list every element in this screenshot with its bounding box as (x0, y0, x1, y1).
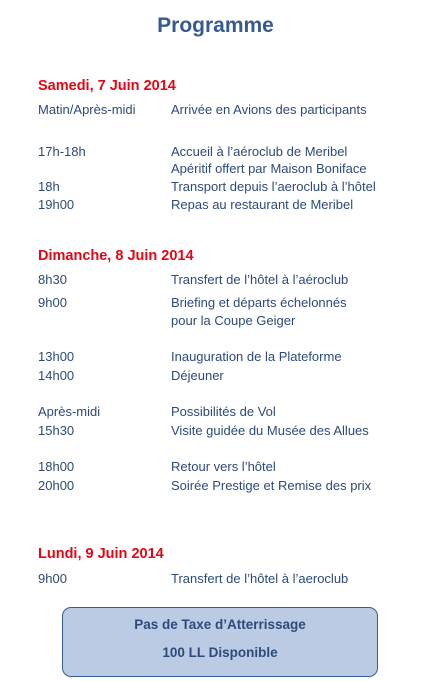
event-description: Accueil à l’aéroclub de Meribel (171, 144, 348, 159)
event-time: 9h00 (38, 295, 67, 310)
event-time: Matin/Après-midi (38, 102, 136, 117)
event-time: 19h00 (38, 197, 75, 212)
event-time: 20h00 (38, 478, 75, 493)
event-description: Transfert de l’hôtel à l’aeroclub (171, 571, 349, 586)
event-time: 17h-18h (38, 144, 86, 159)
event-time: 14h00 (38, 368, 75, 383)
event-description: Retour vers l’hôtel (171, 459, 276, 474)
notice-fuel-available: 100 LL Disponible (162, 645, 278, 660)
event-description: Briefing et départs échelonnés (171, 295, 347, 310)
event-time: 18h00 (38, 459, 75, 474)
event-time: 15h30 (38, 423, 75, 438)
notice-box (62, 607, 378, 677)
event-description: Transport depuis l’aeroclub à l’hôtel (171, 179, 376, 194)
event-description: Possibilités de Vol (171, 404, 276, 419)
day-heading-saturday: Samedi, 7 Juin 2014 (38, 78, 176, 94)
event-description: Apéritif offert par Maison Boniface (171, 161, 367, 176)
event-time: 13h00 (38, 349, 75, 364)
event-description: Arrivée en Avions des participants (171, 102, 367, 117)
event-description: Visite guidée du Musée des Allues (171, 423, 369, 438)
event-time: Après-midi (38, 404, 101, 419)
event-description: Repas au restaurant de Meribel (171, 197, 354, 212)
day-heading-sunday: Dimanche, 8 Juin 2014 (38, 248, 194, 264)
event-time: 9h00 (38, 571, 67, 586)
day-heading-monday: Lundi, 9 Juin 2014 (38, 546, 164, 562)
event-time: 8h30 (38, 272, 67, 287)
event-description: Inauguration de la Plateforme (171, 349, 342, 364)
page-title: Programme (157, 14, 274, 37)
event-description: Transfert de l’hôtel à l’aéroclub (171, 272, 349, 287)
event-description: Déjeuner (171, 368, 224, 383)
event-time: 18h (38, 179, 60, 194)
event-description: Soirée Prestige et Remise des prix (171, 478, 372, 493)
notice-landing-fee: Pas de Taxe d’Atterrissage (134, 617, 306, 632)
event-description: pour la Coupe Geiger (171, 313, 296, 328)
